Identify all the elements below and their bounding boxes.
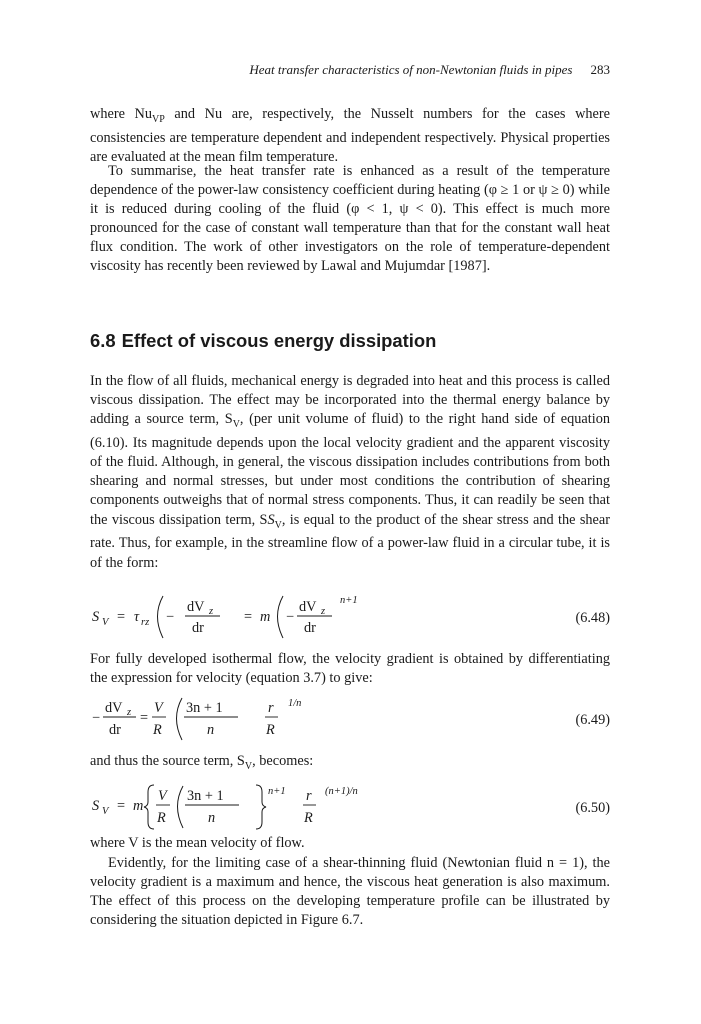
svg-text:rz: rz	[141, 617, 150, 628]
svg-text:m: m	[133, 798, 144, 814]
svg-text:=: =	[244, 609, 253, 625]
paragraph-mean-velocity: where V is the mean velocity of flow.	[90, 835, 305, 851]
svg-text:R: R	[266, 722, 275, 738]
open-paren	[178, 786, 184, 828]
equation-6-50-formula	[90, 782, 550, 832]
svg-text:R: R	[157, 810, 166, 826]
open-brace	[144, 785, 154, 829]
svg-text:dV: dV	[105, 700, 123, 716]
open-paren	[177, 698, 183, 740]
svg-text:R: R	[153, 722, 162, 738]
svg-text:−: −	[286, 609, 295, 625]
svg-text:m: m	[260, 609, 271, 625]
equation-number: (6.48)	[575, 610, 610, 626]
svg-text:dr: dr	[109, 722, 121, 738]
equation-6-49-formula	[90, 694, 550, 744]
paragraph-limiting-case: Evidently, for the limiting case of a shear-thinning fluid (Newtonian fluid n = 1), the velocity gradient is a maximum and hence, the viscous heat generation is also maximum. The effect of this process on the developing temperature profile can be illustrated by considering the situation depicted in Figure 6.7.	[90, 855, 610, 929]
svg-text:z: z	[321, 606, 326, 617]
equation-6-50	[90, 782, 610, 832]
equation-6-49	[90, 694, 610, 744]
svg-text:V: V	[154, 700, 163, 716]
equation-number: (6.49)	[575, 712, 610, 728]
section-heading: 6.8 Effect of viscous energy dissipation	[90, 330, 437, 351]
svg-text:τ: τ	[134, 609, 140, 625]
running-header	[90, 62, 610, 78]
running-title: Heat transfer characteristics of non-Newtonian fluids in pipes	[249, 62, 573, 77]
svg-text:n: n	[207, 722, 215, 738]
paragraph-viscous-dissipation: In the flow of all fluids, mechanical energy is degraded into heat and this process is called viscous dissipation. The effect may be incorporated into the thermal energy balance by adding a source term, $S_V$, (per unit volume of fluid) to the right hand side of equation (6.10). Its magnitude depends upon the local velocity gradient and the apparent viscosity of the fluid. Although, in general, the viscous dissipation includes contributions from both shearing and normal stresses, but under most conditions the contribution of shearing components outweighs that of normal stress components. Thus, it can readily be seen that the viscous dissipation term, $SS_V$, is equal to the product of the shear stress and the shear rate. Thus, for example, in the streamline flow of a power-law fluid in a circular tube, it is of the form:	[90, 373, 611, 571]
svg-text:V: V	[158, 788, 167, 804]
svg-text:S: S	[92, 609, 100, 625]
svg-text:=: =	[140, 710, 149, 726]
paragraph-velocity-gradient: For fully developed isothermal flow, the velocity gradient is obtained by differentiating the expression for velocity (equation 3.7) to give:	[90, 651, 610, 687]
page-number: 283	[590, 62, 610, 77]
equation-6-48-formula	[90, 588, 550, 642]
svg-text:dV: dV	[187, 599, 205, 615]
svg-text:r: r	[268, 700, 274, 716]
paragraph-source-term: and thus the source term, $S_V$, becomes:	[90, 753, 314, 772]
svg-text:V: V	[102, 617, 109, 628]
svg-text:dr: dr	[192, 620, 204, 636]
svg-text:n+1: n+1	[268, 786, 286, 797]
svg-text:dr: dr	[304, 620, 316, 636]
svg-text:(n+1)/n: (n+1)/n	[325, 786, 358, 797]
svg-text:R: R	[304, 810, 313, 826]
svg-text:=: =	[117, 609, 126, 625]
paragraph-nusselt-definition: where $Nu_{VP}$ and Nu are, respectively, the Nusselt numbers for the cases where consistencies are temperature dependent and independent respectively. Physical properties are evaluated at the mean film temperature.	[90, 106, 610, 166]
svg-text:3n + 1: 3n + 1	[187, 788, 224, 804]
equation-6-48	[90, 588, 610, 642]
svg-text:S: S	[92, 798, 100, 814]
svg-text:z: z	[209, 606, 214, 617]
svg-text:3n + 1: 3n + 1	[186, 700, 223, 716]
open-paren	[278, 596, 284, 638]
svg-text:dV: dV	[299, 599, 317, 615]
paragraph-summary: To summarise, the heat transfer rate is enhanced as a result of the temperature dependence of the power-law consistency coefficient during heating (φ ≥ 1 or ψ ≥ 0) while it is reduced during cooling of the fluid (φ < 1, ψ < 0). This effect is much more pronounced for the case of constant wall temperature than that for the constant wall heat flux condition. The work of other investigators on the role of temperature-dependent viscosity has recently been reviewed by Lawal and Mujumdar [1987].	[90, 163, 610, 275]
equation-number: (6.50)	[575, 800, 610, 816]
svg-text:−: −	[166, 609, 175, 625]
svg-text:z: z	[127, 707, 132, 718]
svg-text:=: =	[117, 798, 126, 814]
svg-text:n: n	[208, 810, 216, 826]
close-brace	[256, 785, 266, 829]
open-paren	[158, 596, 164, 638]
svg-text:−: −	[92, 710, 101, 726]
svg-text:V: V	[102, 806, 109, 817]
svg-text:r: r	[306, 788, 312, 804]
svg-text:n+1: n+1	[340, 595, 358, 606]
svg-text:1/n: 1/n	[288, 698, 302, 709]
